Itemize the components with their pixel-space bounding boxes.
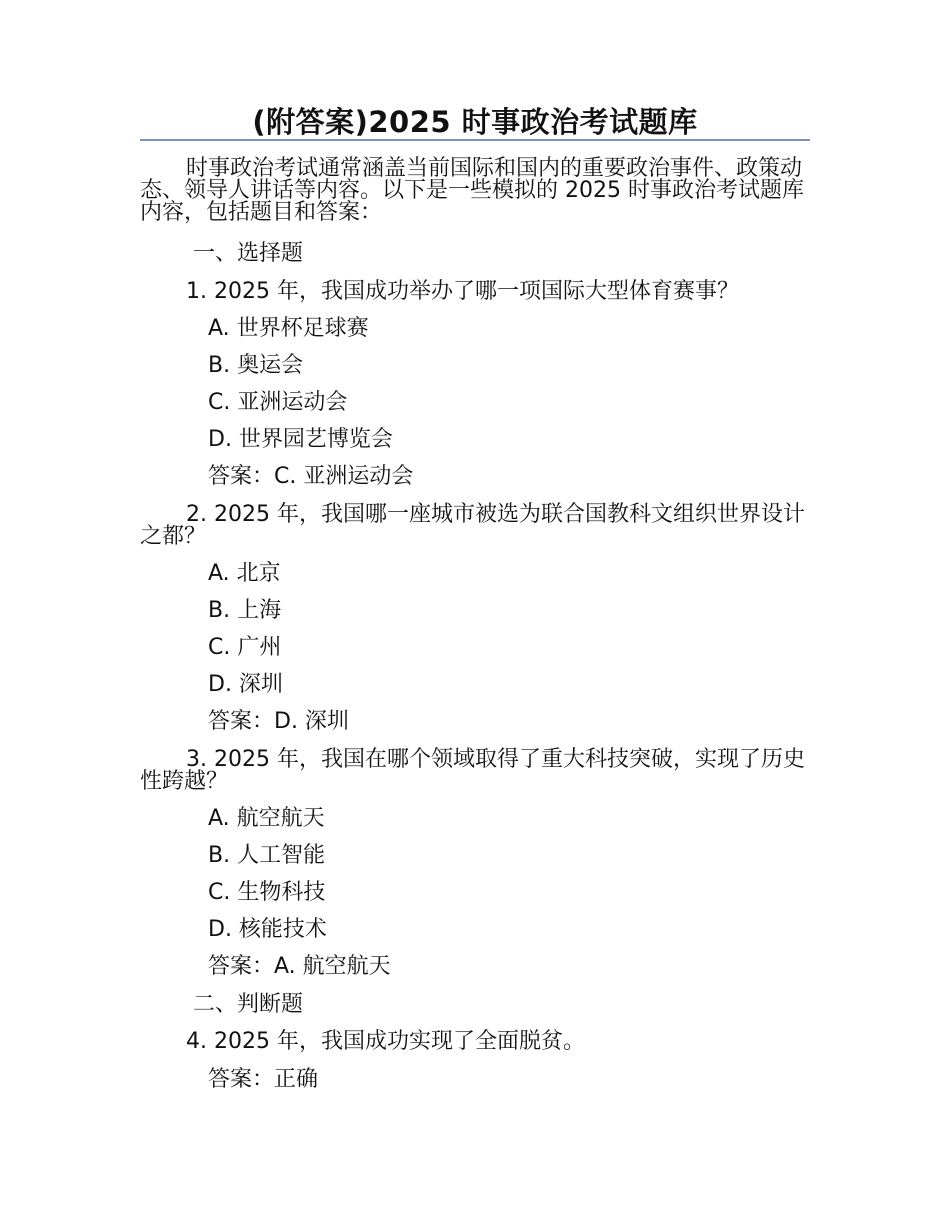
question-1: 1. 2025 年，我国成功举办了哪一项国际大型体育赛事？	[186, 279, 739, 304]
question-1-option-d: D. 世界园艺博览会	[208, 427, 393, 452]
title-underline	[140, 139, 810, 141]
section-heading-choice: 一、选择题	[193, 241, 304, 266]
question-1-option-b: B. 奥运会	[208, 353, 304, 378]
question-1-option-a: A. 世界杯足球赛	[208, 316, 369, 341]
question-2-answer: 答案：D. 深圳	[208, 709, 349, 734]
question-2-option-b: B. 上海	[208, 598, 282, 623]
intro-paragraph: 时事政治考试通常涵盖当前国际和国内的重要政治事件、政策动态、领导人讲话等内容。以下是一些模拟的 2025 时事政治考试题库内容，包括题目和答案：	[140, 156, 804, 225]
question-1-answer: 答案：C. 亚洲运动会	[208, 464, 414, 489]
document-title: (附答案)2025 时事政治考试题库	[252, 105, 698, 139]
question-3-answer: 答案：A. 航空航天	[208, 954, 391, 979]
question-2-option-a: A. 北京	[208, 561, 281, 586]
question-3-option-a: A. 航空航天	[208, 806, 325, 831]
question-1-option-c: C. 亚洲运动会	[208, 390, 348, 415]
question-3-option-c: C. 生物科技	[208, 880, 326, 905]
question-2-option-c: C. 广州	[208, 635, 282, 660]
question-3-option-b: B. 人工智能	[208, 843, 326, 868]
question-2-option-d: D. 深圳	[208, 672, 283, 697]
question-4-answer: 答案：正确	[208, 1067, 319, 1092]
question-4: 4. 2025 年，我国成功实现了全面脱贫。	[186, 1029, 585, 1054]
question-3: 3. 2025 年，我国在哪个领域取得了重大科技突破，实现了历史性跨越？	[140, 747, 805, 794]
question-2: 2. 2025 年，我国哪一座城市被选为联合国教科文组织世界设计之都？	[140, 502, 805, 549]
section-heading-true-false: 二、判断题	[193, 992, 304, 1017]
question-3-option-d: D. 核能技术	[208, 917, 327, 942]
